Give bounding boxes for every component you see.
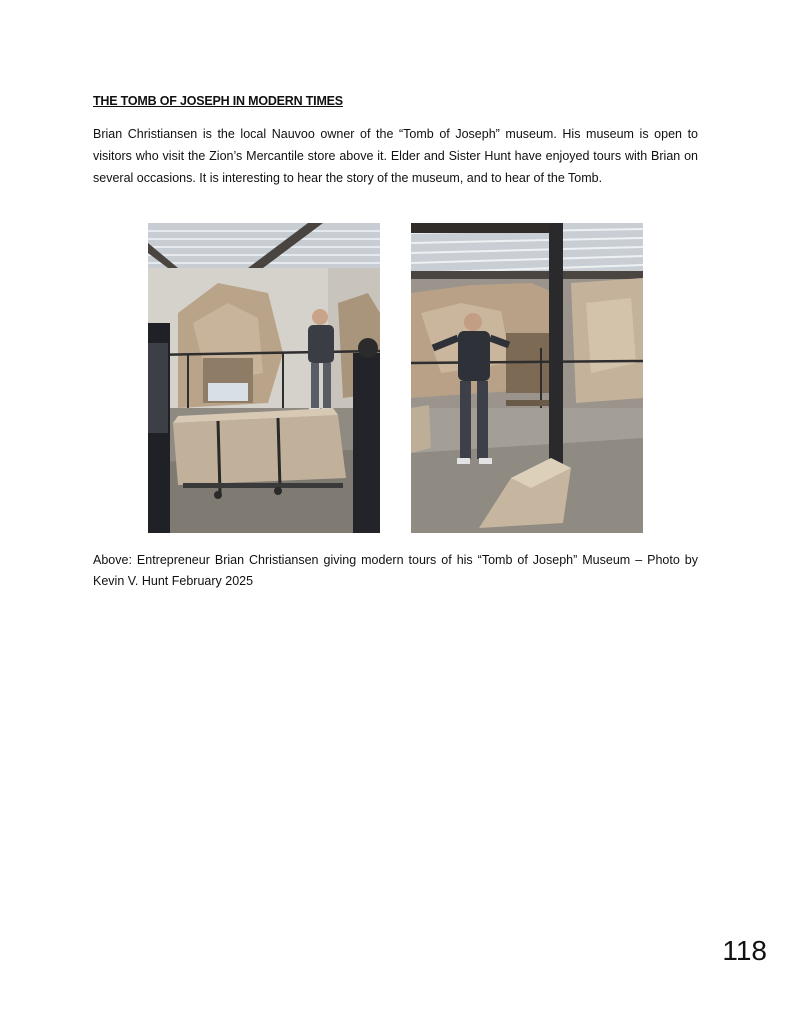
photo-caption: Above: Entrepreneur Brian Christiansen giving modern tours of his “Tomb of Joseph” Museum – Photo by Kevin V. Hunt February 2025 xyxy=(93,553,698,588)
section-heading: THE TOMB OF JOSEPH IN MODERN TIMES xyxy=(93,94,343,108)
photo-tour-left-image xyxy=(148,223,380,533)
photo-tour-right-image xyxy=(411,223,643,533)
photo-tour-right xyxy=(411,223,643,533)
body-paragraph: Brian Christiansen is the local Nauvoo owner of the “Tomb of Joseph” museum. His museum is open to visitors who visit the Zion’s Mercantile store above it. Elder and Sister Hunt have enjoyed tours with Brian on several occasions. It is interesting to hear the story of the museum, and to hear of the Tomb. xyxy=(93,127,698,185)
photo-tour-left xyxy=(148,223,380,533)
page-number: 118 xyxy=(722,935,767,966)
